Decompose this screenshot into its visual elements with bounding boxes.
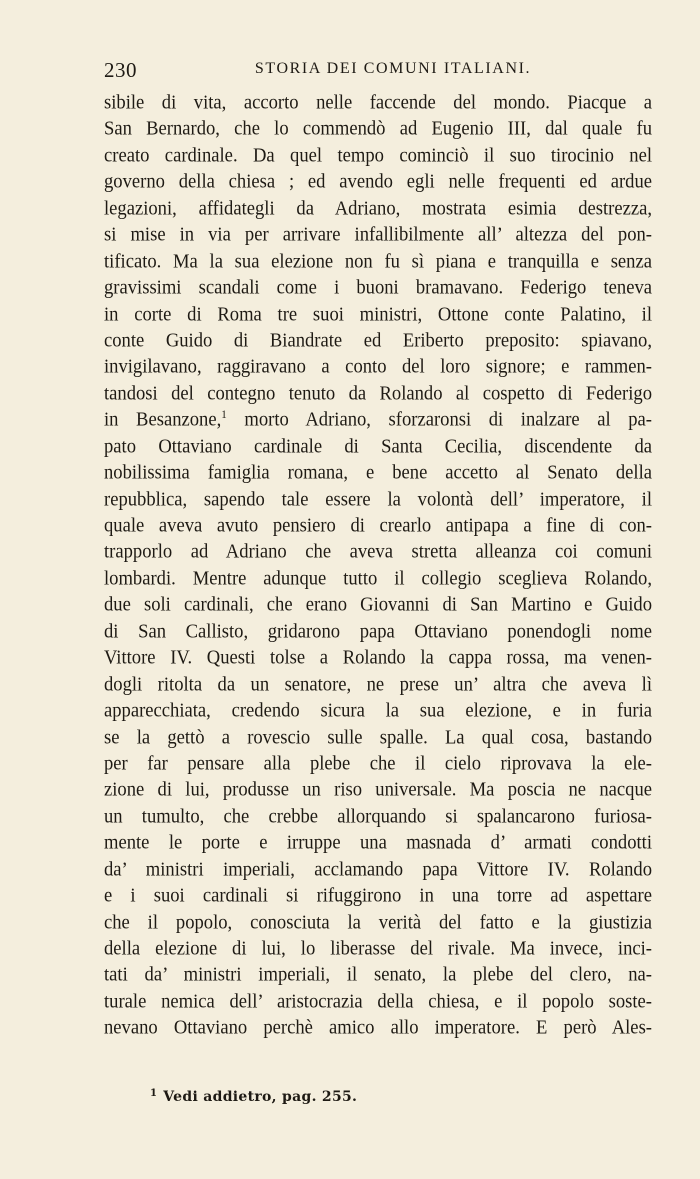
text-line: turale nemica dell’ aristocrazia della chiesa, e il popolo soste- bbox=[104, 989, 652, 1013]
text-line: di San Callisto, gridarono papa Ottaviano ponendogli nome bbox=[104, 619, 652, 643]
text-line: tificato. Ma la sua elezione non fu sì piana e tranquilla e senza bbox=[104, 249, 652, 273]
page-number: 230 bbox=[104, 58, 137, 82]
text-line: da’ ministri imperiali, acclamando papa Vittore IV. Rolando bbox=[104, 857, 652, 881]
text-line: trapporlo ad Adriano che aveva stretta alleanza coi comuni bbox=[104, 540, 652, 564]
text-line: zione di lui, produsse un riso universale. Ma poscia ne nacque bbox=[104, 778, 652, 802]
line-prefix: in Besanzone, bbox=[104, 408, 222, 432]
text-line: repubblica, sapendo tale essere la volontà dell’ imperatore, il bbox=[104, 487, 652, 511]
text-line: gravissimi scandali come i buoni bramavano. Federigo teneva bbox=[104, 276, 652, 299]
line-rest: morto Adriano, sforzaronsi di inalzare al pa- bbox=[244, 408, 653, 432]
text-line: pato Ottaviano cardinale di Santa Cecilia, discendente da bbox=[104, 434, 652, 458]
text-line: quale aveva avuto pensiero di crearlo antipapa a fine di con- bbox=[104, 514, 652, 537]
footnote-mark: 1 bbox=[150, 1088, 158, 1099]
text-line-with-footnote bbox=[104, 406, 652, 435]
text-line: invigilavano, raggiravano a conto del loro signore; e rammen- bbox=[104, 355, 652, 379]
text-line: conte Guido di Biandrate ed Eriberto preposito: spiavano, bbox=[104, 329, 652, 352]
text-line: e i suoi cardinali si rifuggirono in una torre ad aspettare bbox=[104, 884, 652, 907]
text-line: legazioni, affidategli da Adriano, mostrata esimia destrezza, bbox=[104, 196, 652, 220]
text-line: si mise in via per arrivare infallibilmente all’ altezza del pon- bbox=[104, 223, 652, 246]
running-head: STORIA DEI COMUNI ITALIANI. bbox=[254, 60, 532, 77]
text-line: due soli cardinali, che erano Giovanni di San Martino e Guido bbox=[104, 593, 652, 617]
footnote-text: Vedi addietro, pag. 255. bbox=[163, 1089, 358, 1105]
text-line: nevano Ottaviano perchè amico allo imperatore. E però Ales- bbox=[104, 1016, 652, 1040]
text-line: creato cardinale. Da quel tempo cominciò il suo tirocinio nel bbox=[104, 143, 652, 167]
text-line: San Bernardo, che lo commendò ad Eugenio III, dal quale fu bbox=[104, 117, 652, 141]
text-line: Vittore IV. Questi tolse a Rolando la cappa rossa, ma venen- bbox=[104, 646, 652, 669]
text-line: sibile di vita, accorto nelle faccende del mondo. Piacque a bbox=[104, 91, 652, 114]
text-line: nobilissima famiglia romana, e bene accetto al Senato della bbox=[104, 461, 652, 484]
text-line: un tumulto, che crebbe allorquando si spalancarono furiosa- bbox=[104, 804, 652, 828]
text-line: mente le porte e irruppe una masnada d’ armati condotti bbox=[104, 831, 652, 855]
body-text bbox=[104, 90, 652, 1042]
footnote bbox=[150, 1088, 357, 1105]
text-line: che il popolo, conosciuta la verità del fatto e la giustizia bbox=[104, 910, 652, 934]
text-line: in corte di Roma tre suoi ministri, Ottone conte Palatino, il bbox=[104, 302, 652, 326]
text-line: governo della chiesa ; ed avendo egli nelle frequenti ed ardue bbox=[104, 170, 652, 194]
text-line: lombardi. Mentre adunque tutto il collegio sceglieva Rolando, bbox=[104, 566, 652, 590]
text-line: della elezione di lui, lo liberasse del rivale. Ma invece, inci- bbox=[104, 937, 652, 960]
text-line: apparecchiata, credendo sicura la sua elezione, e in furia bbox=[104, 699, 652, 722]
text-line: tandosi del contegno tenuto da Rolando al cospetto di Federigo bbox=[104, 381, 652, 405]
text-line: per far pensare alla plebe che il cielo riprovava la ele- bbox=[104, 752, 652, 775]
text-line: dogli ritolta da un senatore, ne prese un’ altra che aveva lì bbox=[104, 672, 652, 696]
text-line: tati da’ ministri imperiali, il senato, la plebe del clero, na- bbox=[104, 963, 652, 987]
page-header bbox=[104, 58, 652, 82]
text-line: se la gettò a rovescio sulle spalle. La qual cosa, bastando bbox=[104, 725, 652, 749]
footnote-reference: 1 bbox=[221, 408, 227, 422]
